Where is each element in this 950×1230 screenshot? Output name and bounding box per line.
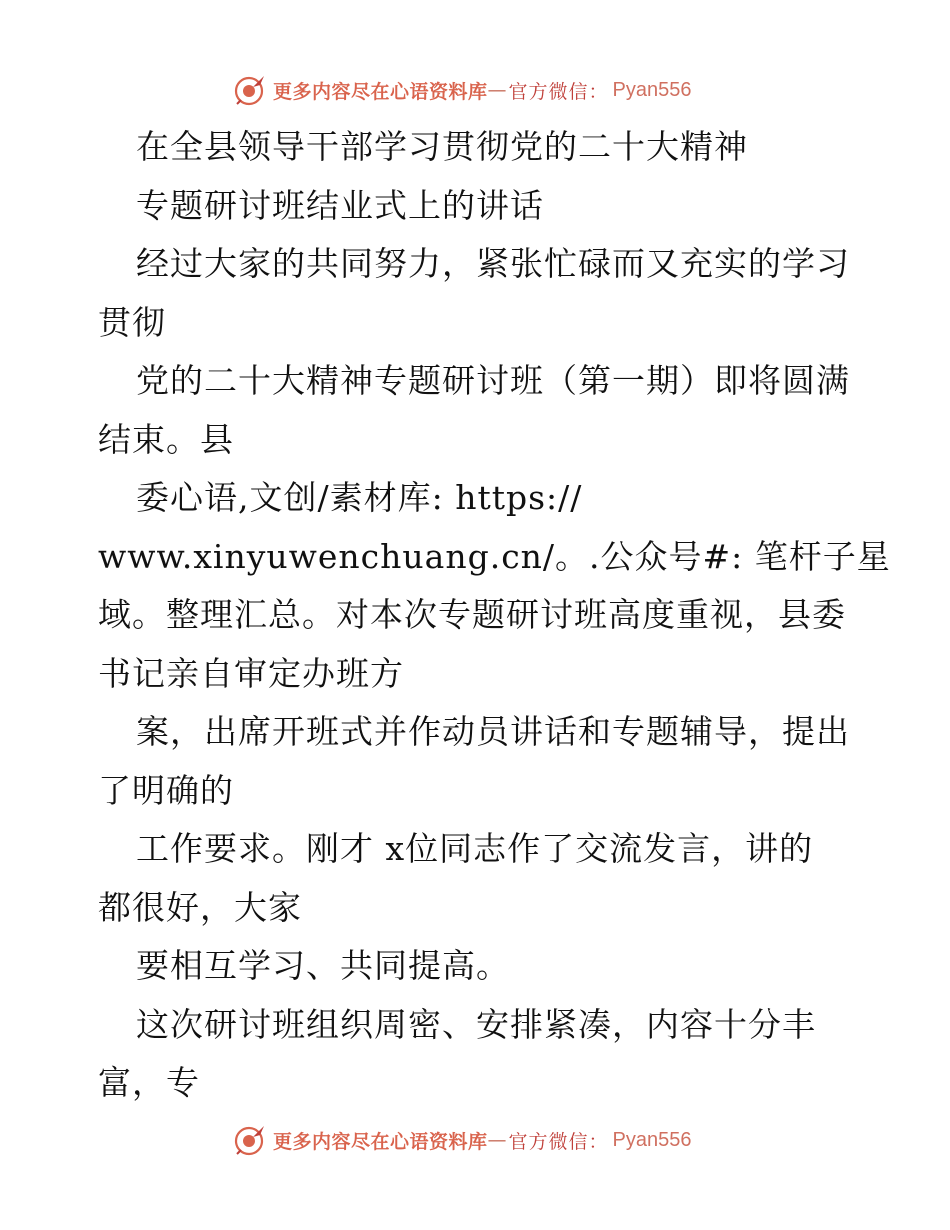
feather-pen-logo-icon [233,73,267,107]
banner-separator: — [487,1129,507,1151]
banner-wechat-id: Pyan556 [612,78,692,101]
paragraph-line: 经过大家的共同努力，紧张忙碌而又充实的学习 [136,244,850,283]
paragraph-line: 了明确的 [98,770,234,810]
footer-watermark-banner [233,1120,753,1160]
paragraph-line: 党的二十大精神专题研讨班（第一期）即将圆满 [136,361,850,400]
document-title-line-2: 专题研讨班结业式上的讲话 [136,185,544,225]
banner-wechat-label: 官方微信： [508,1130,609,1153]
paragraph-line: 这次研讨班组织周密、安排紧凑，内容十分丰 [136,1004,816,1044]
paragraph-line: 要相互学习、共同提高。 [136,946,510,985]
paragraph-line: 工作要求。刚才 x位同志作了交流发言，讲的 [136,829,814,868]
feather-pen-logo-icon [233,1123,267,1157]
paragraph-line: 书记亲自审定办班方 [98,653,404,693]
paragraph-line: 委心语,文创/素材库: https:// [136,478,583,517]
paragraph-line: 富，专 [98,1063,200,1102]
banner-separator: — [487,79,507,101]
paragraph-line: 结束。县 [98,419,234,459]
document-title-line-1: 在全县领导干部学习贯彻党的二十大精神 [136,127,748,166]
paragraph-line: 都很好，大家 [98,887,302,927]
paragraph-line: 贯彻 [98,302,166,342]
paragraph-line: www.xinyuwenchuang.cn/。.公众号#: 笔杆子星 [98,536,891,576]
paragraph-line: 域。整理汇总。对本次专题研讨班高度重视，县委 [98,595,846,634]
banner-wechat-label: 官方微信： [508,80,609,103]
header-watermark-banner [233,70,753,110]
banner-promo-text: 更多内容尽在心语资料库 [273,1130,488,1153]
document-body [98,118,891,1113]
banner-wechat-id: Pyan556 [612,1128,692,1151]
banner-promo-text: 更多内容尽在心语资料库 [273,80,488,103]
paragraph-line: 案，出席开班式并作动员讲话和专题辅导，提出 [136,712,850,751]
